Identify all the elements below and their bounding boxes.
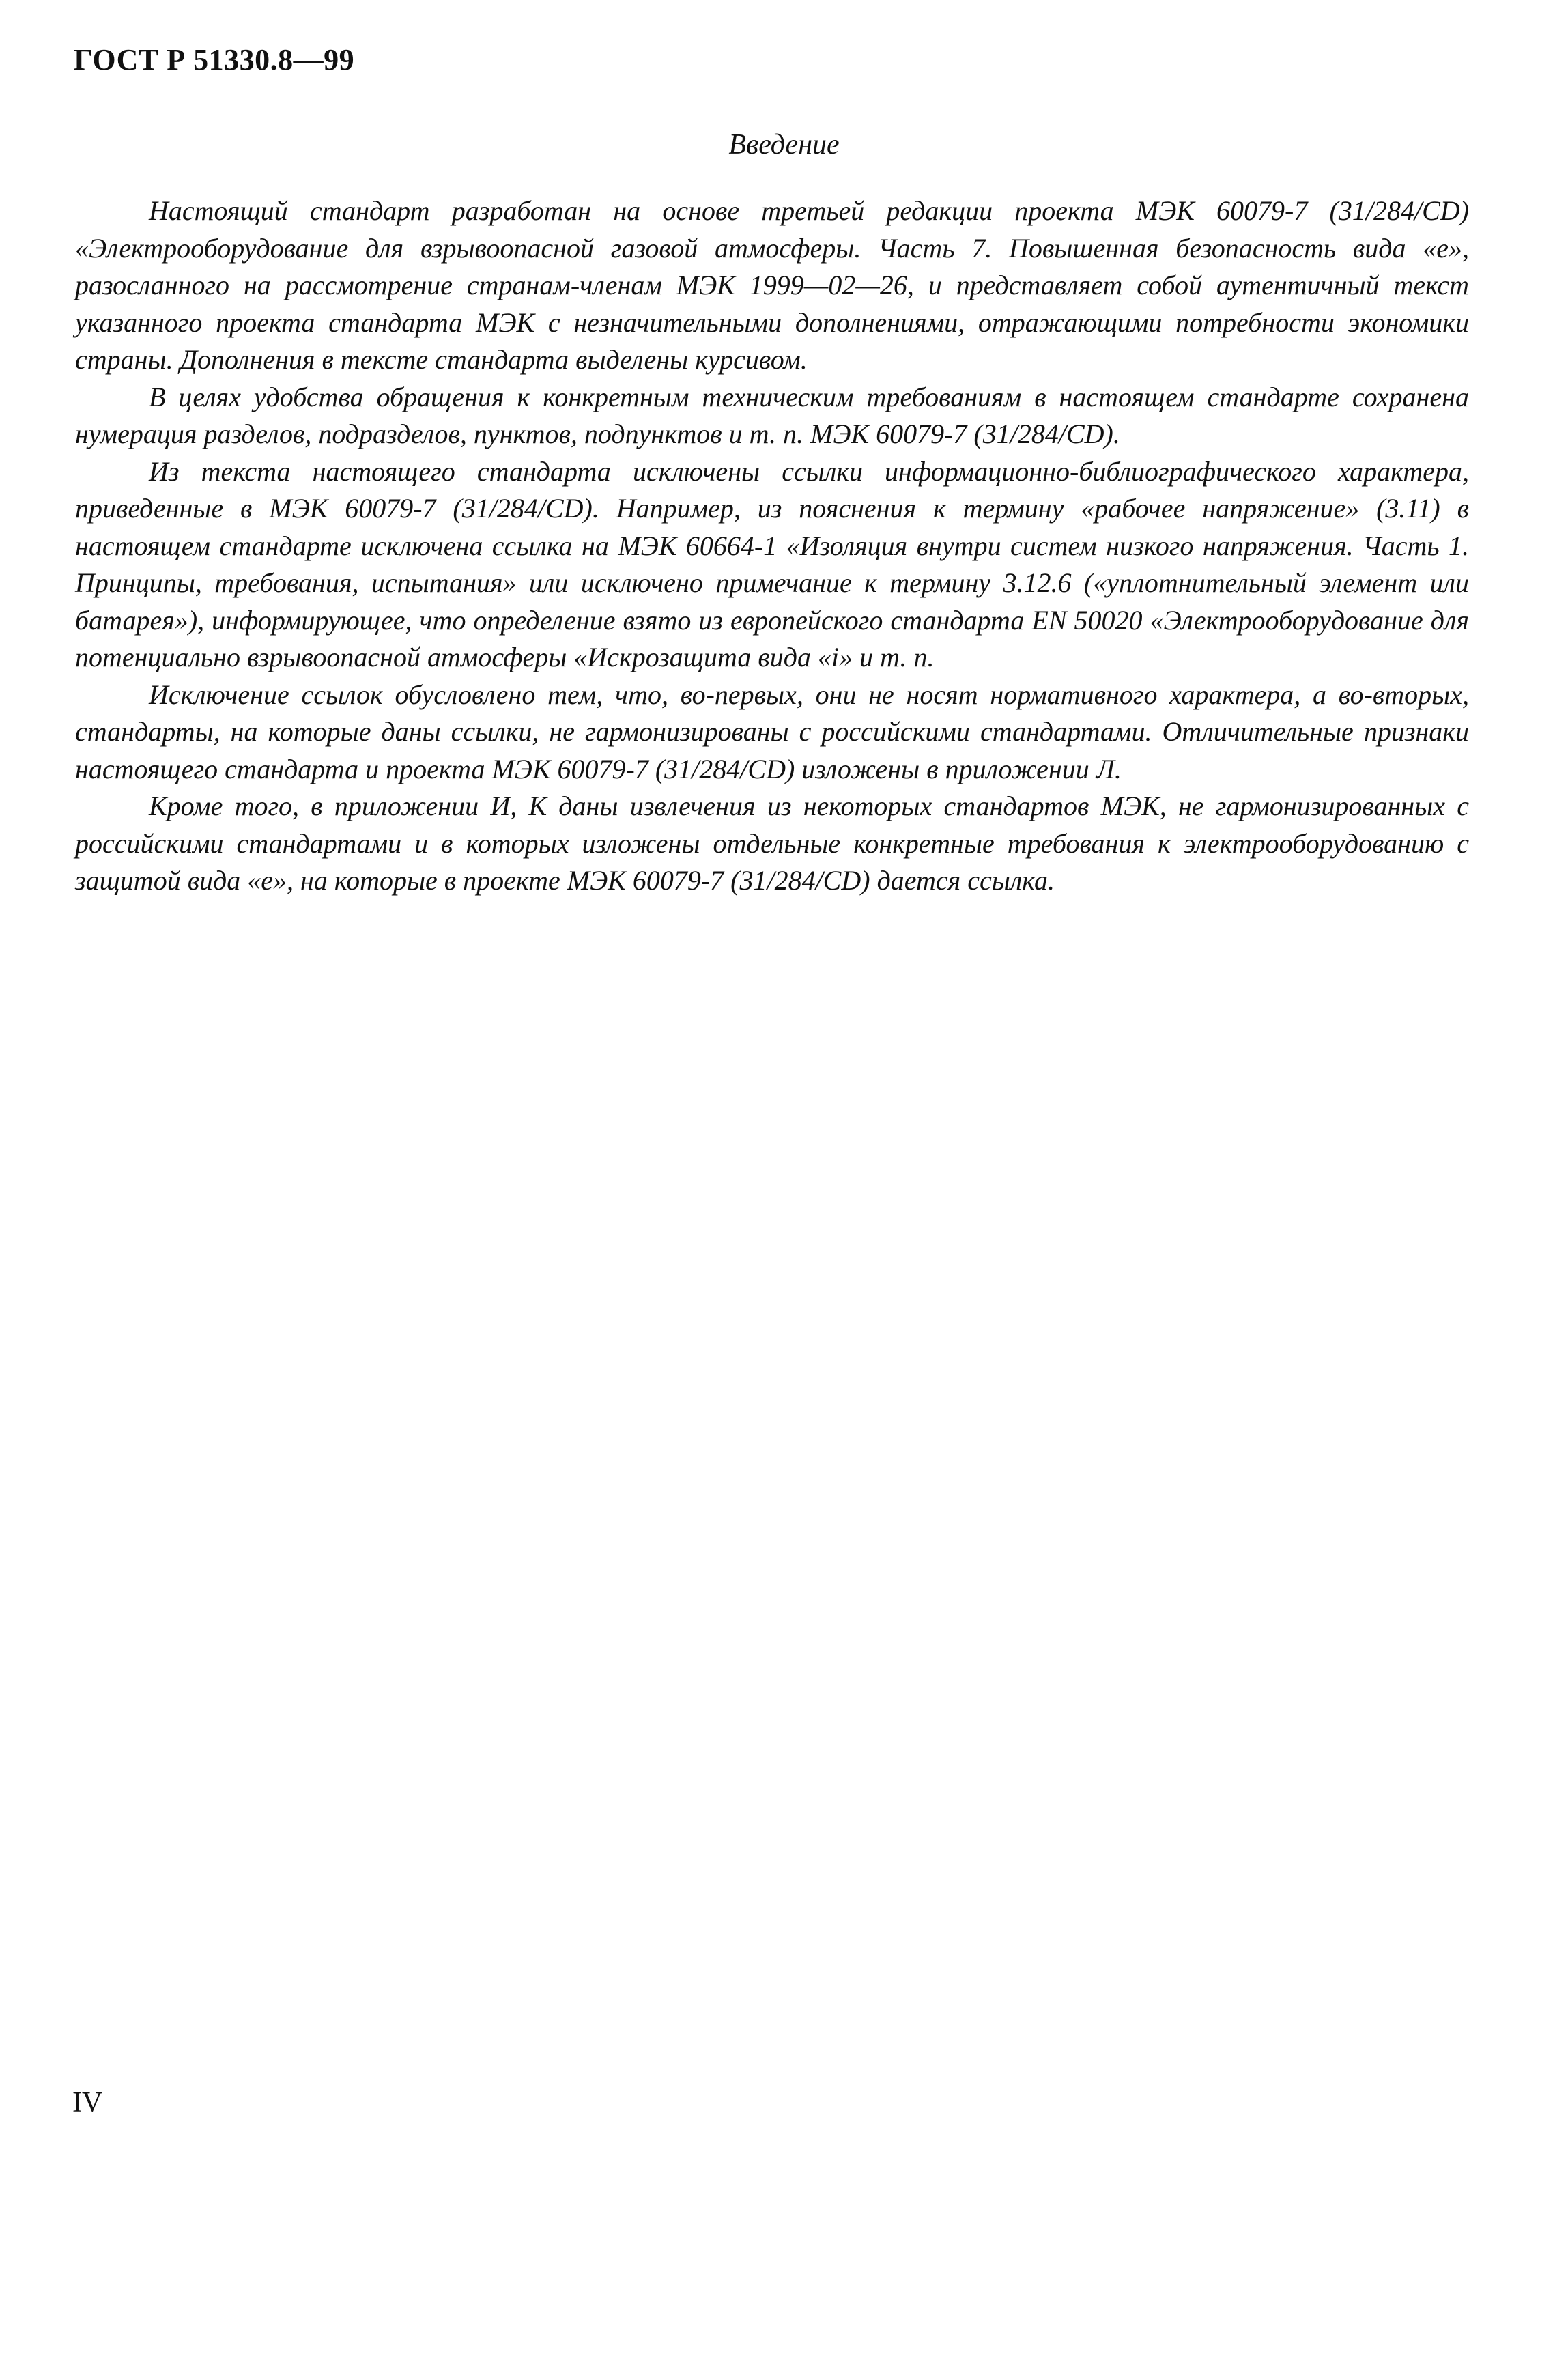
page-number: IV <box>72 2087 103 2118</box>
paragraph-2: В целях удобства обращения к конкретным техническим требованиям в настоящем стандарте сохранена нумерация разделов, подразделов, пунктов, подпунктов и т. п. МЭК 60079-7 (31/284/CD). <box>75 381 1469 449</box>
section-title: Введение <box>728 129 840 160</box>
introduction-body <box>75 193 1469 900</box>
paragraph-4: Исключение ссылок обусловлено тем, что, во-первых, они не носят нормативного характера, а во-вторых, стандарты, на которые даны ссылки, не гармонизированы с российскими стандартами. Отличительные признаки настоящего стандарта и проекта МЭК 60079-7 (31/284/CD) изложены в приложении Л. <box>75 679 1469 784</box>
paragraph-1: Настоящий стандарт разработан на основе третьей редакции проекта МЭК 60079-7 (31/284/CD) «Электрооборудование для взрывоопасной газовой атмосферы. Часть 7. Повышенная безопасность вида «е», разосланного на рассмотрение странам-членам МЭК 1999—02—26, и представляет собой аутентичный текст указанного проекта стандарта МЭК с незначительными дополнениями, отражающими потребности экономики страны. Дополнения в тексте стандарта выделены курсивом. <box>75 195 1469 375</box>
paragraph-3: Из текста настоящего стандарта исключены ссылки информационно-библиографического характера, приведенные в МЭК 60079-7 (31/284/CD). Например, из пояснения к термину «рабочее напряжение» (3.11) в настоящем стандарте исключена ссылка на МЭК 60664-1 «Изоляция внутри систем низкого напряжения. Часть 1. Принципы, требования, испытания» или исключено примечание к термину 3.12.6 («уплотнительный элемент или батарея»), информирующее, что определение взято из европейского стандарта EN 50020 «Электрооборудование для потенциально взрывоопасной атмосферы «Искрозащита вида «i» и т. п. <box>75 455 1469 672</box>
document-header-standard-id: ГОСТ Р 51330.8—99 <box>74 43 355 76</box>
paragraph-5: Кроме того, в приложении И, К даны извлечения из некоторых стандартов МЭК, не гармонизированных с российскими стандартами и в которых изложены отдельные конкретные требования к электрооборудованию с защитой вида «е», на которые в проекте МЭК 60079-7 (31/284/CD) дается ссылка. <box>75 791 1469 896</box>
